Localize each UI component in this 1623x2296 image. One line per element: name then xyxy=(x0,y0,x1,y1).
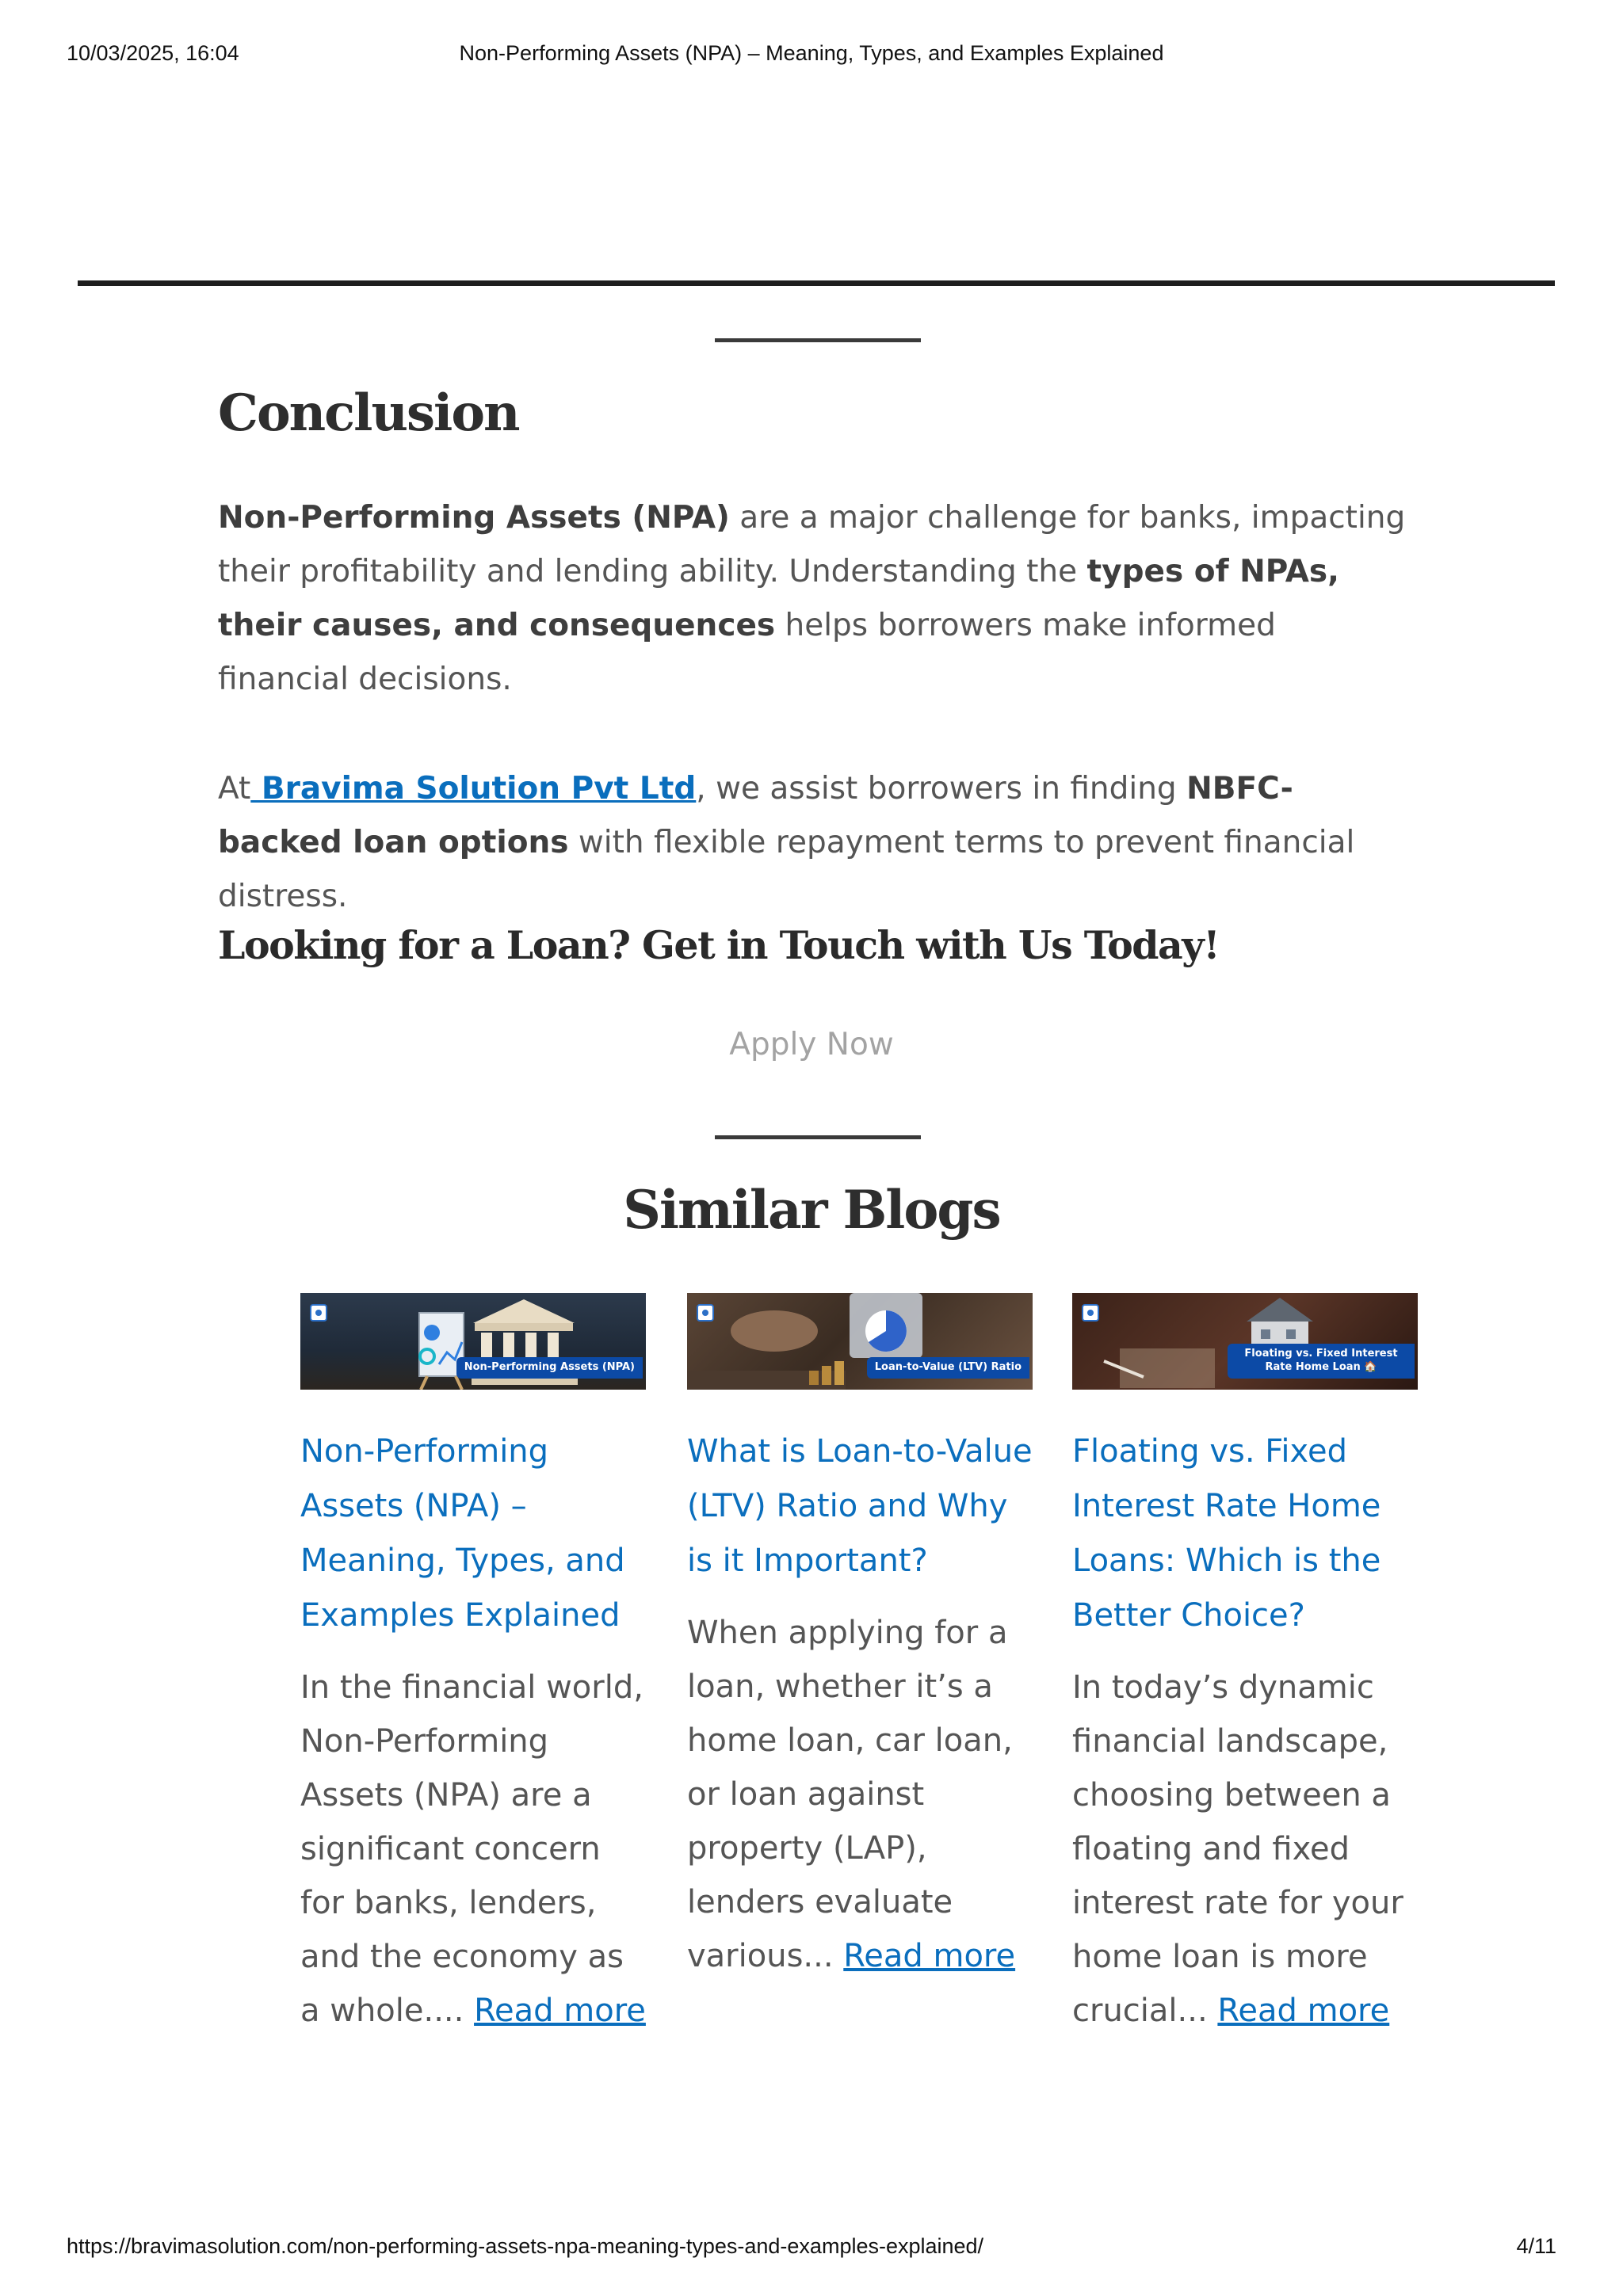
blog-card-title-link[interactable]: Floating vs. Fixed Interest Rate Home Loans: Which is the Better Choice? xyxy=(1072,1433,1381,1634)
npa-types-term: types of NPAs, their causes, and consequences xyxy=(218,554,1339,643)
section-divider xyxy=(78,280,1555,286)
print-header xyxy=(0,41,1623,73)
blog-thumbnail[interactable] xyxy=(1072,1293,1418,1390)
loan-cta-heading: Looking for a Loan? Get in Touch with Us Today! xyxy=(218,922,1220,968)
print-footer xyxy=(0,2234,1623,2266)
blog-card-excerpt: In today’s dynamic financial landscape, choosing between a floating and fixed interest rate for your home loan is more crucial... Read more xyxy=(1072,1669,1403,2029)
blog-card-title-link[interactable]: Non-Performing Assets (NPA) – Meaning, Types, and Examples Explained xyxy=(300,1433,625,1634)
print-page-number: 4/11 xyxy=(1516,2234,1556,2258)
blog-card-excerpt: In the financial world, Non-Performing Assets (NPA) are a significant concern for banks, lenders, and the economy as a whole.... Read more xyxy=(300,1669,646,2029)
conclusion-heading: Conclusion xyxy=(218,383,519,443)
print-datetime: 10/03/2025, 16:04 xyxy=(67,41,239,65)
blog-card-npa xyxy=(300,1293,646,2038)
similar-blogs-accent-rule xyxy=(715,1135,921,1139)
similar-blogs-heading: Similar Blogs xyxy=(623,1179,1000,1241)
blog-card-title-link[interactable]: What is Loan-to-Value (LTV) Ratio and Why is it Important? xyxy=(687,1433,1033,1579)
read-more-link[interactable]: Read more xyxy=(474,1993,646,2029)
nbfc-loan-term: NBFC-backed loan options xyxy=(218,771,1293,860)
thumbnail-label: Loan-to-Value (LTV) Ratio xyxy=(867,1357,1029,1379)
blog-card-floating-fixed xyxy=(1072,1293,1418,2038)
read-more-link[interactable]: Read more xyxy=(843,1938,1016,1974)
npa-term: Non-Performing Assets (NPA) xyxy=(218,500,730,536)
conclusion-paragraph-2: At Bravima Solution Pvt Ltd, we assist borrowers in finding NBFC-backed loan options with flexible repayment terms to prevent financial distress. xyxy=(218,771,1355,914)
blog-thumbnail[interactable] xyxy=(687,1293,1033,1390)
thumbnail-label: Non-Performing Assets (NPA) xyxy=(456,1357,643,1379)
print-page-title: Non-Performing Assets (NPA) – Meaning, Types, and Examples Explained xyxy=(459,41,1164,65)
bravima-solution-link[interactable]: Bravima Solution Pvt Ltd xyxy=(250,771,697,807)
conclusion-accent-rule xyxy=(715,338,921,342)
blog-thumbnail[interactable] xyxy=(300,1293,646,1390)
apply-now-button[interactable]: Apply Now xyxy=(729,1027,894,1062)
blog-card-ltv xyxy=(687,1293,1033,1983)
conclusion-paragraph-1: Non-Performing Assets (NPA) are a major challenge for banks, impacting their profitability and lending ability. Understanding the types of NPAs, their causes, and consequences helps borrowers make informed financial decisions. xyxy=(218,500,1406,697)
read-more-link[interactable]: Read more xyxy=(1217,1993,1390,2029)
print-page-url: https://bravimasolution.com/non-performing-assets-npa-meaning-types-and-examples-explained/ xyxy=(67,2234,984,2258)
thumbnail-label: Floating vs. Fixed Interest Rate Home Loan 🏠 xyxy=(1228,1344,1415,1379)
blog-card-excerpt: When applying for a loan, whether it’s a home loan, car loan, or loan against property (LAP), lenders evaluate various... Read more xyxy=(687,1615,1016,1974)
